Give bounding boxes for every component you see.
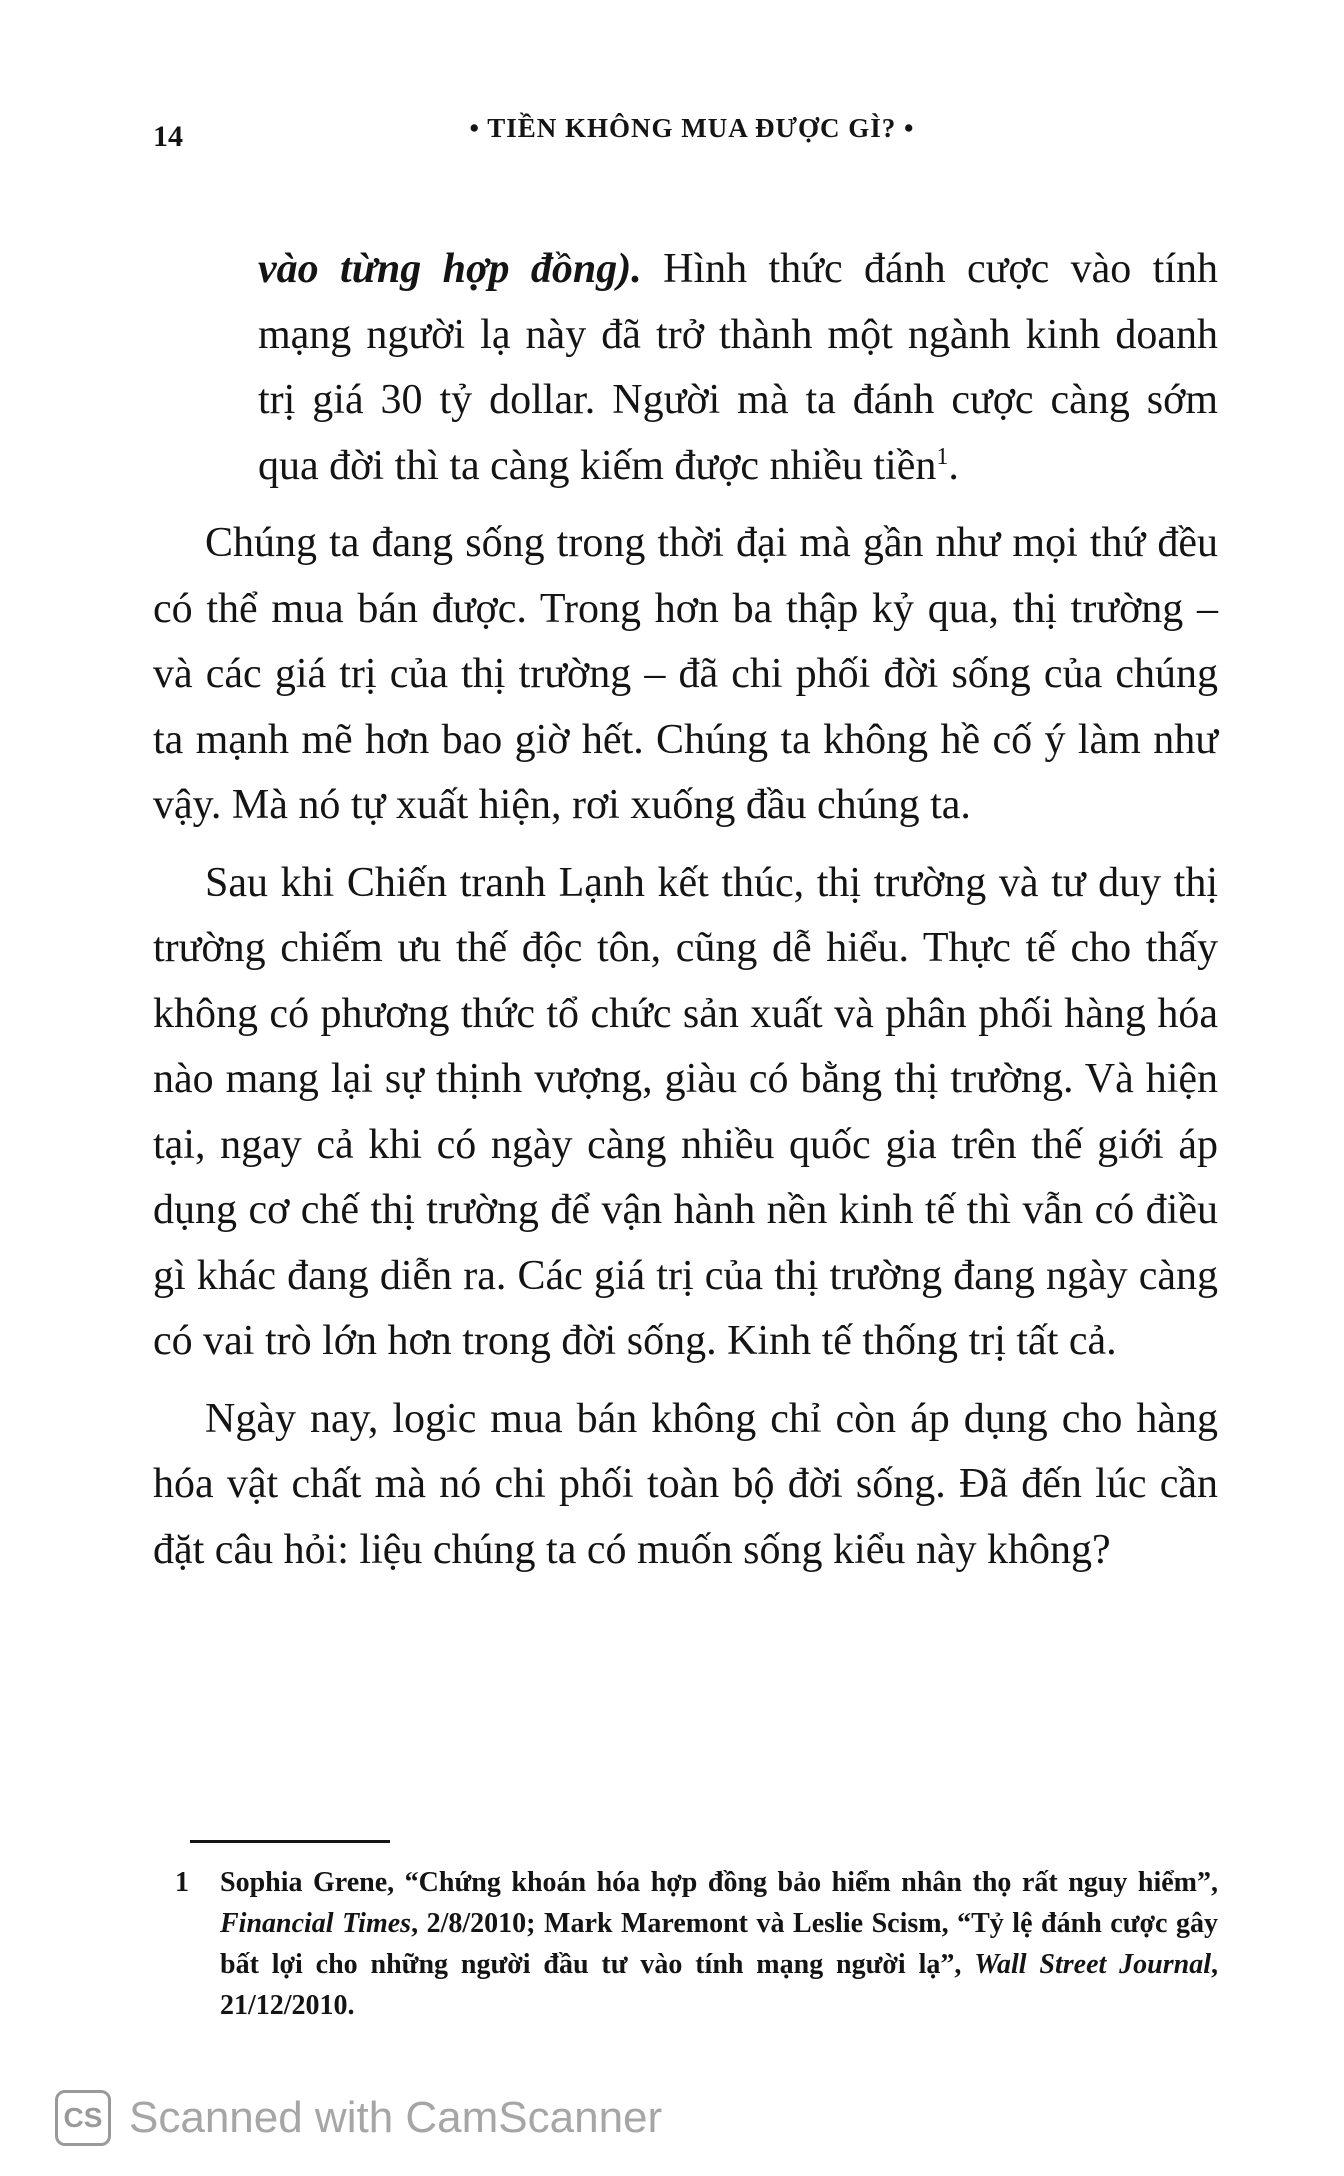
- paragraph-1-end: .: [948, 442, 959, 489]
- footnote-source-1: Financial Times: [220, 1908, 412, 1939]
- footnote: [175, 1862, 1218, 2026]
- paragraph-2: Chúng ta đang sống trong thời đại mà gần như mọi thứ đều có thể mua bán được. Trong hơn ba thập kỷ qua, thị trường – và các giá trị của thị trường – đã chi phối đời sống của chúng ta mạnh mẽ hơn bao giờ hết. Chúng ta không hề cố ý làm như vậy. Mà nó tự xuất hiện, rơi xuống đầu chúng ta.: [153, 520, 1218, 828]
- footnote-part-2: , 2/8/2010; Mark Maremont và Leslie Scism, “Tỷ lệ đánh cược gây bất lợi cho những người đầu tư vào tính mạng người lạ”,: [220, 1908, 1218, 1980]
- running-header: • TIỀN KHÔNG MUA ĐƯỢC GÌ? •: [469, 113, 915, 143]
- footnote-number: 1: [175, 1867, 189, 1898]
- camscanner-watermark: [55, 2090, 662, 2146]
- page-number: 14: [153, 120, 183, 153]
- paragraph-3: Sau khi Chiến tranh Lạnh kết thúc, thị trường và tư duy thị trường chiếm ưu thế độc tôn, cũng dễ hiểu. Thực tế cho thấy không có phương thức tổ chức sản xuất và phân phối hàng hóa nào mang lại sự thịnh vượng, giàu có bằng thị trường. Và hiện tại, ngay cả khi có ngày càng nhiều quốc gia trên thế giới áp dụng cơ chế thị trường để vận hành nền kinh tế thì vẫn có điều gì khác đang diễn ra. Các giá trị của thị trường đang ngày càng có vai trò lớn hơn trong đời sống. Kinh tế thống trị tất cả.: [153, 859, 1218, 1364]
- footnote-text: [178, 1862, 1218, 2026]
- watermark-text: Scanned with CamScanner: [129, 2093, 663, 2142]
- paragraph-4: Ngày nay, logic mua bán không chỉ còn áp dụng cho hàng hóa vật chất mà nó chi phối toàn bộ đời sống. Đã đến lúc cần đặt câu hỏi: liệu chúng ta có muốn sống kiểu này không?: [153, 1395, 1218, 1573]
- body-text: [153, 237, 1218, 1583]
- paragraph-1-text: Hình thức đánh cược vào tính mạng người lạ này đã trở thành một ngành kinh doanh trị giá 30 tỷ dollar. Người mà ta đánh cược càng sớm qua đời thì ta càng kiếm được nhiều tiền: [258, 246, 1218, 489]
- footnote-source-2: Wall Street Journal: [974, 1949, 1211, 1980]
- paragraph-1: [153, 237, 1218, 499]
- footnote-part-1: Sophia Grene, “Chứng khoán hóa hợp đồng bảo hiểm nhân thọ rất nguy hiểm”,: [220, 1867, 1218, 1898]
- footnote-divider: [190, 1840, 390, 1843]
- paragraph-1-italic: vào từng hợp đồng).: [258, 246, 642, 292]
- camscanner-logo-icon: CS: [55, 2090, 111, 2146]
- footnote-part-3: , 21/12/2010.: [220, 1949, 1218, 2021]
- footnote-reference[interactable]: 1: [936, 443, 949, 470]
